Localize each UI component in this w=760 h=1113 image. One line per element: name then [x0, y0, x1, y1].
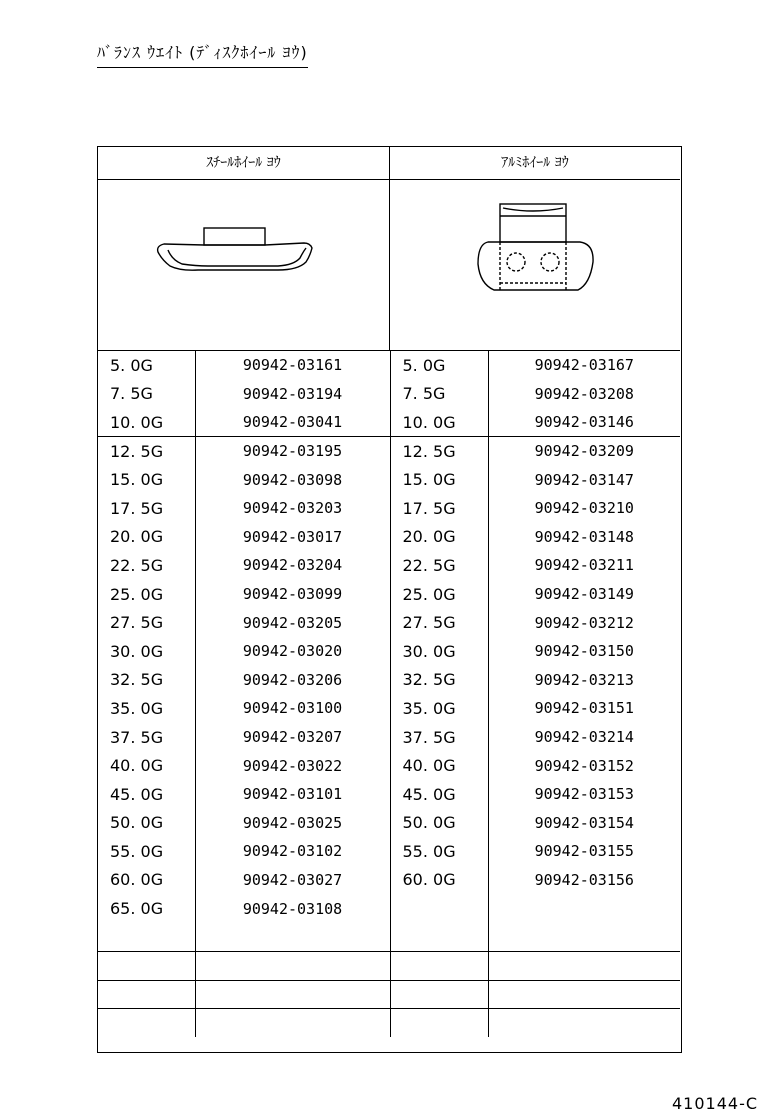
alumi-weight-cell: 22. 5G	[390, 551, 488, 580]
steel-part-number-cell: 90942-03025	[195, 809, 390, 838]
steel-weight-cell: 25. 0G	[98, 580, 195, 609]
steel-weight-cell: 37. 5G	[98, 723, 195, 752]
alumi-part-number-cell: 90942-03153	[534, 785, 634, 804]
steel-weight-cell: 7. 5G	[98, 380, 195, 409]
alumi-weight-cell	[390, 894, 488, 923]
table-row	[98, 465, 680, 494]
empty-table-row	[98, 980, 680, 1009]
empty-cell	[98, 980, 195, 1009]
empty-cell	[390, 923, 488, 952]
steel-part-number-cell: 90942-03194	[195, 380, 390, 409]
steel-part-number-cell: 90942-03108	[195, 894, 390, 923]
alumi-part-number-cell: 90942-03146	[488, 408, 680, 437]
steel-weight-cell: 65. 0G	[98, 894, 195, 923]
steel-part-number-cell: 90942-03099	[195, 580, 390, 609]
table-row	[98, 751, 680, 780]
empty-table-row	[98, 951, 680, 980]
table-row	[98, 380, 680, 409]
alumi-part-number-cell: 90942-03154	[534, 813, 634, 832]
empty-cell	[488, 951, 680, 980]
empty-cell	[195, 1009, 390, 1038]
alumi-weight-cell: 35. 0G	[390, 694, 488, 723]
table-row	[98, 608, 680, 637]
alumi-weight-cell: 45. 0G	[390, 780, 488, 809]
steel-weight-cell: 40. 0G	[98, 751, 195, 780]
steel-part-number-cell: 90942-03203	[195, 494, 390, 523]
steel-part-number-cell: 90942-03204	[195, 551, 390, 580]
document-code: 410144-C	[672, 1094, 759, 1113]
alumi-weight-cell: 55. 0G	[390, 837, 488, 866]
steel-part-number-cell: 90942-03020	[195, 637, 390, 666]
alumi-part-number-cell	[488, 894, 680, 923]
empty-cell	[98, 923, 195, 952]
alumi-part-number-cell: 90942-03213	[534, 670, 634, 689]
empty-cell	[195, 951, 390, 980]
empty-cell	[390, 1009, 488, 1038]
alumi-weight-cell: 40. 0G	[390, 751, 488, 780]
table-row	[98, 437, 680, 466]
table-row	[98, 666, 680, 695]
table-row	[98, 523, 680, 552]
steel-weight-cell: 15. 0G	[98, 465, 195, 494]
alumi-part-number-cell: 90942-03167	[534, 356, 634, 375]
alumi-part-number-cell: 90942-03149	[534, 585, 634, 604]
steel-weight-cell: 17. 5G	[98, 494, 195, 523]
alumi-wheel-header: ｱﾙﾐﾎｲｰﾙ ﾖｳ	[390, 147, 680, 180]
steel-part-number-cell: 90942-03101	[195, 780, 390, 809]
table-row	[98, 780, 680, 809]
alumi-weight-cell: 12. 5G	[390, 437, 488, 466]
empty-cell	[195, 923, 390, 952]
alumi-weight-cell: 27. 5G	[390, 608, 488, 637]
document-title: ﾊﾞﾗﾝｽ ｳｴｲﾄ (ﾃﾞｨｽｸﾎｲｰﾙ ﾖｳ)	[97, 40, 308, 68]
alumi-weight-cell: 10. 0G	[390, 408, 488, 437]
table-row	[98, 694, 680, 723]
table-row	[98, 809, 680, 838]
empty-cell	[488, 980, 680, 1009]
steel-weight-cell: 35. 0G	[98, 694, 195, 723]
steel-weight-cell: 45. 0G	[98, 780, 195, 809]
alumi-weight-icon	[390, 180, 679, 350]
steel-weight-cell: 55. 0G	[98, 837, 195, 866]
alumi-part-number-cell: 90942-03212	[534, 613, 634, 632]
empty-cell	[488, 923, 680, 952]
steel-weight-cell: 27. 5G	[98, 608, 195, 637]
alumi-weight-cell: 32. 5G	[390, 666, 488, 695]
alumi-part-number-cell: 90942-03148	[534, 527, 634, 546]
table-row	[98, 837, 680, 866]
alumi-weight-cell: 7. 5G	[390, 380, 488, 409]
table-row	[98, 408, 680, 437]
table-row	[98, 637, 680, 666]
alumi-weight-cell: 30. 0G	[390, 637, 488, 666]
steel-weight-cell: 32. 5G	[98, 666, 195, 695]
table-row	[98, 723, 680, 752]
steel-part-number-cell: 90942-03100	[195, 694, 390, 723]
table-row	[98, 894, 680, 923]
empty-table-row	[98, 923, 680, 952]
steel-weight-cell: 60. 0G	[98, 866, 195, 895]
steel-weight-cell: 22. 5G	[98, 551, 195, 580]
empty-cell	[98, 1009, 195, 1038]
empty-table-row	[98, 1009, 680, 1038]
steel-wheel-header: ｽﾁｰﾙﾎｲｰﾙ ﾖｳ	[98, 147, 390, 180]
alumi-weight-cell: 17. 5G	[390, 494, 488, 523]
alumi-weight-cell: 25. 0G	[390, 580, 488, 609]
table-row	[98, 551, 680, 580]
steel-part-number-cell: 90942-03041	[195, 408, 390, 437]
parts-table	[98, 351, 680, 1037]
alumi-part-number-cell: 90942-03152	[534, 756, 634, 775]
alumi-part-number-cell: 90942-03155	[534, 842, 634, 861]
alumi-part-number-cell: 90942-03147	[534, 470, 634, 489]
table-row	[98, 351, 680, 380]
steel-weight-cell: 30. 0G	[98, 637, 195, 666]
empty-cell	[98, 951, 195, 980]
steel-part-number-cell: 90942-03161	[195, 351, 390, 380]
alumi-weight-illustration	[390, 180, 680, 351]
steel-part-number-cell: 90942-03207	[195, 723, 390, 752]
steel-part-number-cell: 90942-03022	[195, 751, 390, 780]
table-row	[98, 580, 680, 609]
steel-part-number-cell: 90942-03102	[195, 837, 390, 866]
alumi-part-number-cell: 90942-03214	[534, 728, 634, 747]
steel-weight-cell: 10. 0G	[98, 408, 195, 437]
alumi-part-number-cell: 90942-03150	[534, 642, 634, 661]
table-row	[98, 494, 680, 523]
alumi-part-number-cell: 90942-03209	[534, 442, 634, 461]
empty-cell	[390, 980, 488, 1009]
alumi-part-number-cell: 90942-03210	[534, 499, 634, 518]
alumi-weight-cell: 37. 5G	[390, 723, 488, 752]
steel-part-number-cell: 90942-03098	[195, 465, 390, 494]
steel-weight-cell: 12. 5G	[98, 437, 195, 466]
alumi-part-number-cell: 90942-03156	[534, 870, 634, 889]
alumi-part-number-cell: 90942-03211	[534, 556, 634, 575]
alumi-part-number-cell: 90942-03151	[534, 699, 634, 718]
empty-cell	[195, 980, 390, 1009]
alumi-part-number-cell: 90942-03208	[534, 384, 634, 403]
steel-part-number-cell: 90942-03206	[195, 666, 390, 695]
empty-cell	[390, 951, 488, 980]
steel-weight-cell: 5. 0G	[98, 351, 195, 380]
alumi-weight-cell: 15. 0G	[390, 465, 488, 494]
alumi-weight-cell: 20. 0G	[390, 523, 488, 552]
steel-part-number-cell: 90942-03027	[195, 866, 390, 895]
steel-part-number-cell: 90942-03195	[195, 437, 390, 466]
parts-table-frame	[97, 146, 682, 1053]
empty-cell	[488, 1009, 680, 1038]
steel-part-number-cell: 90942-03017	[195, 523, 390, 552]
alumi-weight-cell: 5. 0G	[390, 351, 488, 380]
table-row	[98, 866, 680, 895]
steel-weight-cell: 20. 0G	[98, 523, 195, 552]
alumi-weight-cell: 60. 0G	[390, 866, 488, 895]
steel-weight-illustration	[98, 180, 390, 351]
steel-weight-cell: 50. 0G	[98, 809, 195, 838]
steel-part-number-cell: 90942-03205	[195, 608, 390, 637]
alumi-weight-cell: 50. 0G	[390, 809, 488, 838]
steel-weight-icon	[98, 180, 389, 350]
